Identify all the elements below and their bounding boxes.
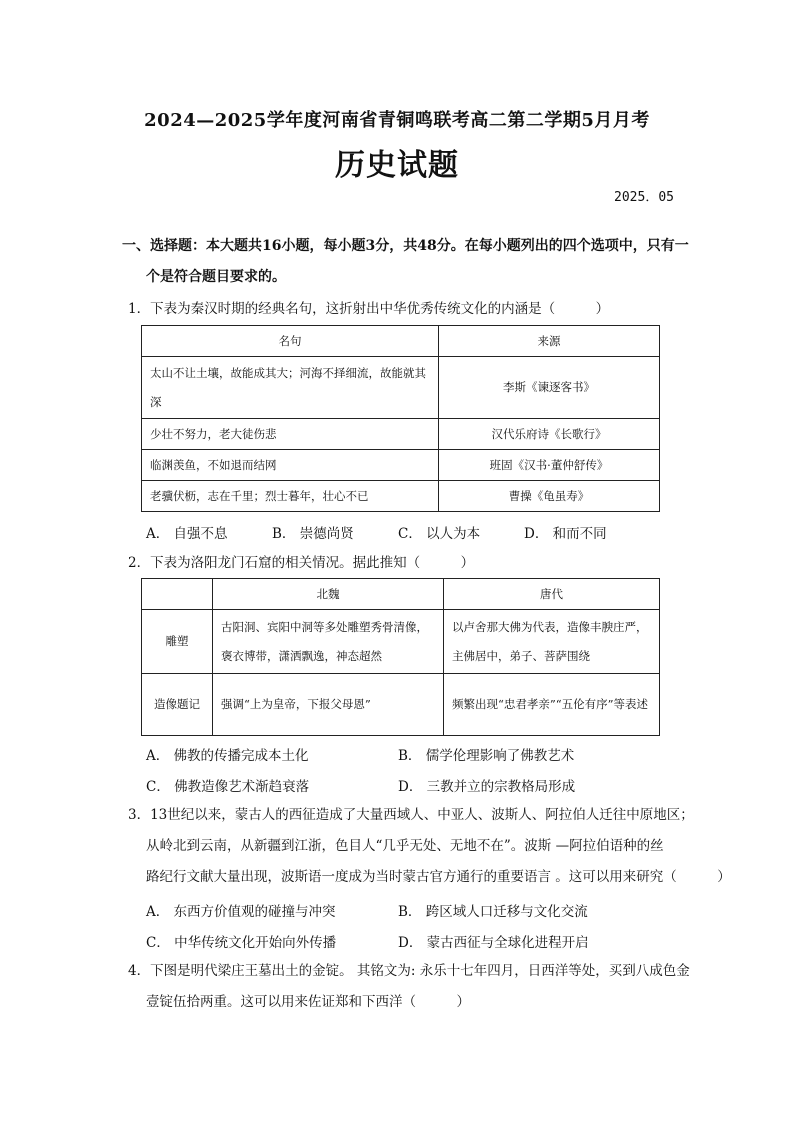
q2-option-c[interactable]: C． 佛教造像艺术渐趋衰落 <box>146 779 310 795</box>
table-cell: 以卢舍那大佛为代表，造像丰腴庄严，主佛居中，弟子、菩萨围绕 <box>444 610 660 674</box>
table-row <box>142 357 660 419</box>
table-header-row <box>142 326 660 357</box>
section-line-2: 个是符合题目要求的。 <box>146 269 286 285</box>
q3-option-c[interactable]: C． 中华传统文化开始向外传播 <box>146 935 337 951</box>
table-cell: 李斯《谏逐客书》 <box>439 357 660 419</box>
table-cell: 老骥伏枥，志在千里；烈士暮年，壮心不已 <box>142 481 439 512</box>
q3-option-b[interactable]: B． 跨区域人口迁移与文化交流 <box>398 904 588 920</box>
q1-option-d[interactable]: D． 和而不同 <box>524 526 607 542</box>
table-row <box>142 481 660 512</box>
q3-line-2: 从岭北到云南，从新疆到江浙，色目人“几乎无处、无地不在”。波斯 —阿拉伯语种的丝 <box>146 838 664 854</box>
table-header-cell: 唐代 <box>444 579 660 610</box>
section-heading <box>122 231 689 293</box>
q1-option-b[interactable]: B． 崇德尚贤 <box>272 526 354 542</box>
q3-option-d[interactable]: D． 蒙古西征与全球化进程开启 <box>398 935 589 951</box>
table-row <box>142 419 660 450</box>
table-cell: 雕塑 <box>142 610 213 674</box>
q4-stem <box>128 956 698 1018</box>
q2-option-b[interactable]: B． 儒学伦理影响了佛教艺术 <box>398 748 575 764</box>
section-line-1: 一、选择题：本大题共16小题，每小题3分，共48分。在每小题列出的四个选项中，只有一 <box>122 238 689 254</box>
exam-date: 2025．05 <box>614 190 674 205</box>
table-header-row <box>142 579 660 610</box>
q2-stem: 2．下表为洛阳龙门石窟的相关情况。据此推知（ ） <box>128 555 475 571</box>
q1-option-a[interactable]: A． 自强不息 <box>146 526 228 542</box>
subject-title: 历史试题 <box>335 148 459 183</box>
table-cell: 强调“上为皇帝，下报父母恩” <box>213 674 444 736</box>
q2-option-a[interactable]: A． 佛教的传播完成本土化 <box>146 748 309 764</box>
q3-stem <box>128 800 731 893</box>
table-row <box>142 674 660 736</box>
exam-title: 2024—2025学年度河南省青铜鸣联考高二第二学期5月月考 <box>144 110 650 131</box>
table-cell: 少壮不努力，老大徒伤悲 <box>142 419 439 450</box>
table-cell: 古阳洞、宾阳中洞等多处雕塑秀骨清像，褒衣博带，潇洒飘逸，神态超然 <box>213 610 444 674</box>
table-cell: 曹操《龟虽寿》 <box>439 481 660 512</box>
table-header-cell: 名句 <box>142 326 439 357</box>
table-row <box>142 450 660 481</box>
q1-table <box>141 325 660 512</box>
q1-stem: 1．下表为秦汉时期的经典名句，这折射出中华优秀传统文化的内涵是（ ） <box>128 301 610 317</box>
q3-line-3: 路纪行文献大量出现，波斯语一度成为当时蒙古官方通行的重要语言 。这可以用来研究（ ） <box>146 869 731 885</box>
q3-option-a[interactable]: A． 东西方价值观的碰撞与冲突 <box>146 904 336 920</box>
q4-line-1: 4．下图是明代梁庄王墓出土的金锭。 其铭文为: 永乐十七年四月，日西洋等处，买到八成色金 <box>128 963 690 979</box>
table-cell: 班固《汉书·董仲舒传》 <box>439 450 660 481</box>
table-header-cell: 来源 <box>439 326 660 357</box>
table-cell: 汉代乐府诗《长歌行》 <box>439 419 660 450</box>
table-header-cell: 北魏 <box>213 579 444 610</box>
q3-line-1: 3．13世纪以来，蒙古人的西征造成了大量西域人、中亚人、波斯人、阿拉伯人迁往中原地区； <box>128 807 694 823</box>
table-cell: 造像题记 <box>142 674 213 736</box>
table-header-cell <box>142 579 213 610</box>
table-cell: 频繁出现“忠君孝亲”“五伦有序”等表述 <box>444 674 660 736</box>
table-row <box>142 610 660 674</box>
q2-table <box>141 578 660 736</box>
q1-option-c[interactable]: C． 以人为本 <box>398 526 481 542</box>
table-cell: 太山不让土壤，故能成其大；河海不择细流，故能就其深 <box>142 357 439 419</box>
q2-option-d[interactable]: D． 三教并立的宗教格局形成 <box>398 779 576 795</box>
table-cell: 临渊羡鱼，不如退而结网 <box>142 450 439 481</box>
q4-line-2: 壹锭伍拾两重。这可以用来佐证郑和下西洋（ ） <box>146 994 470 1010</box>
